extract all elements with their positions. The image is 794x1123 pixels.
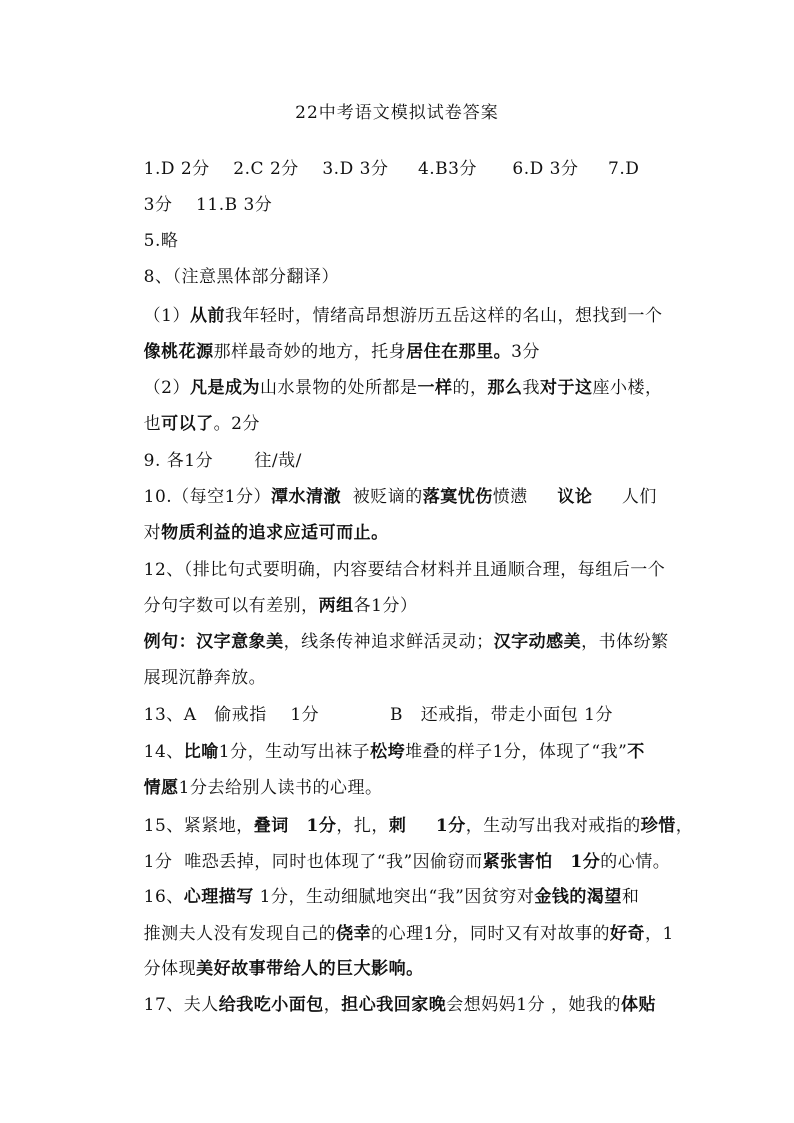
seg-bold: 1分 <box>435 816 466 836</box>
seg: 的心情。 <box>600 852 671 872</box>
seg: 。2分 <box>213 414 260 434</box>
seg: 人们 <box>592 487 657 507</box>
line-text: 展现沉静奔放。 <box>143 668 267 688</box>
seg-bold: 担心我回家晚 <box>341 995 447 1015</box>
seg-bold: 例句：汉字意象美 <box>143 632 284 652</box>
seg: 对 <box>143 523 162 543</box>
seg: 我 <box>522 378 540 398</box>
seg: ，生动写出我对戒指的 <box>465 816 641 836</box>
seg-bold: 好奇 <box>609 924 645 944</box>
seg-bold: 1分 <box>570 852 601 872</box>
seg: 10.（每空1分） <box>143 487 271 507</box>
seg-bold: 不 <box>627 742 645 762</box>
seg: 和 <box>621 887 640 907</box>
line-text: 8、（注意黑体部分翻译） <box>143 267 339 287</box>
seg-bold: 松垮 <box>370 742 406 762</box>
seg: 山水景物的处所都是 <box>259 378 418 398</box>
seg-bold: 凡是成为 <box>189 378 260 398</box>
seg-bold: 汉字动感美 <box>493 632 582 652</box>
seg-bold: 一样 <box>417 378 453 398</box>
seg-bold: 两组 <box>318 596 354 616</box>
seg-bold: 像桃花源 <box>143 342 214 362</box>
seg: （2） <box>143 378 190 398</box>
line-text: 3分 11.B 3分 <box>143 195 273 215</box>
seg-bold: 议论 <box>557 487 593 507</box>
seg: 被贬谪的 <box>340 487 423 507</box>
line-text: 9. 各1分 往/哉/ <box>143 451 302 471</box>
seg-bold: 心理描写 <box>183 887 254 907</box>
seg-bold: 从前 <box>189 306 225 326</box>
seg: 分体现 <box>143 959 197 979</box>
seg: 14、 <box>143 742 184 762</box>
seg: 愤懑 <box>492 487 558 507</box>
seg: 1分 唯恐丢掉，同时也体现了“我”因偷窃而 <box>143 852 483 872</box>
seg-bold: 潭水清澈 <box>270 487 341 507</box>
seg-bold: 那么 <box>487 378 523 398</box>
seg: 堆叠的样子1分，体现了“我” <box>405 742 628 762</box>
seg-bold: 落寞忧伤 <box>422 487 493 507</box>
seg-bold: 物质利益的追求应适可而止。 <box>161 523 389 543</box>
document-title: 22中考语文模拟试卷答案 <box>295 103 499 123</box>
seg: 的心理1分，同时又有对故事的 <box>371 924 610 944</box>
seg-bold: 金钱的渴望 <box>534 887 622 907</box>
line-text: 13、A 偷戒指 1分 B 还戒指，带走小面包 1分 <box>143 705 613 725</box>
seg-bold: 紧张害怕 <box>482 852 553 872</box>
seg-bold: 美好故事带给人的巨大影响。 <box>196 959 424 979</box>
seg: ， <box>675 816 694 836</box>
seg-bold: 对于这 <box>539 378 593 398</box>
seg-bold: 给我吃小面包 <box>218 995 324 1015</box>
seg: 的， <box>452 378 488 398</box>
seg: 3分 <box>511 342 540 362</box>
seg: 座小楼， <box>592 378 663 398</box>
line-text: 5.略 <box>143 231 179 251</box>
seg-bold: 体贴 <box>621 995 656 1015</box>
seg: ，扎， <box>336 816 389 836</box>
seg: 17、夫人 <box>143 995 219 1015</box>
seg: 1分去给别人读书的心理。 <box>178 778 383 798</box>
answer-line-17 <box>120 969 680 1041</box>
seg: 1分，生动细腻地突出“我”因贫穷对 <box>253 887 535 907</box>
seg: 1分，生动写出袜子 <box>218 742 371 762</box>
seg-bold: 珍惜 <box>640 816 676 836</box>
seg: 推测夫人没有发现自己的 <box>143 924 337 944</box>
seg: 会想妈妈1分 ，她我的 <box>446 995 621 1015</box>
seg-bold: 刺 <box>388 816 407 836</box>
seg: ，1 <box>644 924 674 944</box>
seg: 那样最奇妙的地方，托身 <box>213 342 407 362</box>
seg: 16、 <box>143 887 184 907</box>
seg: 各1分） <box>353 596 418 616</box>
line-text: 1.D 2分 2.C 2分 3.D 3分 4.B3分 6.D 3分 7.D <box>143 159 640 179</box>
seg: 也 <box>143 414 162 434</box>
seg-bold: 叠词 <box>253 816 289 836</box>
seg: ， <box>323 995 342 1015</box>
seg: （1） <box>143 306 190 326</box>
seg: 15、紧紧地， <box>143 816 254 836</box>
line-text: 12、（排比句式要明确，内容要结合材料并且通顺合理，每组后一个 <box>143 560 666 580</box>
seg-bold: 侥幸 <box>336 924 372 944</box>
seg: 分句字数可以有差别， <box>143 596 319 616</box>
seg-bold: 比喻 <box>183 742 219 762</box>
seg: 我年轻时，情绪高昂想游历五岳这样的名山，想找到一个 <box>224 306 663 326</box>
seg-bold: 1分 <box>306 816 337 836</box>
seg: ，线条传神追求鲜活灵动； <box>283 632 494 652</box>
seg: ，书体纷繁 <box>581 632 669 652</box>
seg-bold: 情愿 <box>143 778 179 798</box>
seg-bold: 居住在那里。 <box>406 342 512 362</box>
seg-bold: 可以了 <box>161 414 214 434</box>
